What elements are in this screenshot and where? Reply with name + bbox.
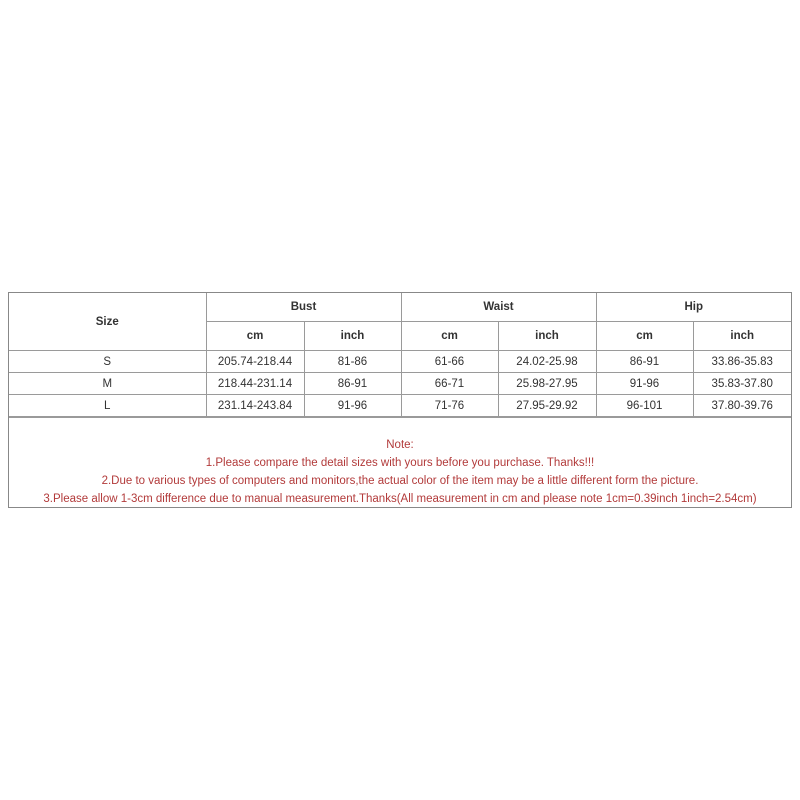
note-line: 1.Please compare the detail sizes with yours before you purchase. Thanks!!! <box>205 457 595 469</box>
table-cell: 37.80-39.76 <box>693 395 791 417</box>
table-cell: 91-96 <box>596 373 693 395</box>
table-row <box>9 373 791 395</box>
unit-header: cm <box>206 322 304 351</box>
size-chart <box>8 292 792 508</box>
table-cell: 71-76 <box>401 395 498 417</box>
table-row <box>9 351 791 373</box>
unit-header: cm <box>401 322 498 351</box>
table-cell: 86-91 <box>304 373 401 395</box>
table-cell: 61-66 <box>401 351 498 373</box>
size-cell: M <box>9 373 206 395</box>
unit-header: cm <box>596 322 693 351</box>
table-cell: 86-91 <box>596 351 693 373</box>
size-cell: L <box>9 395 206 417</box>
table-cell: 91-96 <box>304 395 401 417</box>
waist-header: Waist <box>401 293 596 322</box>
table-cell: 24.02-25.98 <box>498 351 596 373</box>
size-cell: S <box>9 351 206 373</box>
table-cell: 66-71 <box>401 373 498 395</box>
table-cell: 205.74-218.44 <box>206 351 304 373</box>
unit-header: inch <box>498 322 596 351</box>
table-cell: 96-101 <box>596 395 693 417</box>
size-table <box>9 293 791 417</box>
table-cell: 25.98-27.95 <box>498 373 596 395</box>
table-cell: 35.83-37.80 <box>693 373 791 395</box>
note-title: Note: <box>386 439 414 451</box>
size-header: Size <box>9 293 206 351</box>
note-line: 3.Please allow 1-3cm difference due to manual measurement.Thanks(All measurement in cm and please note 1cm=0.39inch 1inch=2.54cm) <box>43 493 757 505</box>
table-row <box>9 395 791 417</box>
table-cell: 33.86-35.83 <box>693 351 791 373</box>
table-cell: 218.44-231.14 <box>206 373 304 395</box>
table-header-row <box>9 293 791 322</box>
note-line: 2.Due to various types of computers and monitors,the actual color of the item may be a little different form the picture. <box>101 475 699 487</box>
notes-section <box>9 417 791 508</box>
hip-header: Hip <box>596 293 791 322</box>
table-cell: 231.14-243.84 <box>206 395 304 417</box>
unit-header: inch <box>304 322 401 351</box>
unit-header: inch <box>693 322 791 351</box>
table-cell: 81-86 <box>304 351 401 373</box>
table-cell: 27.95-29.92 <box>498 395 596 417</box>
bust-header: Bust <box>206 293 401 322</box>
